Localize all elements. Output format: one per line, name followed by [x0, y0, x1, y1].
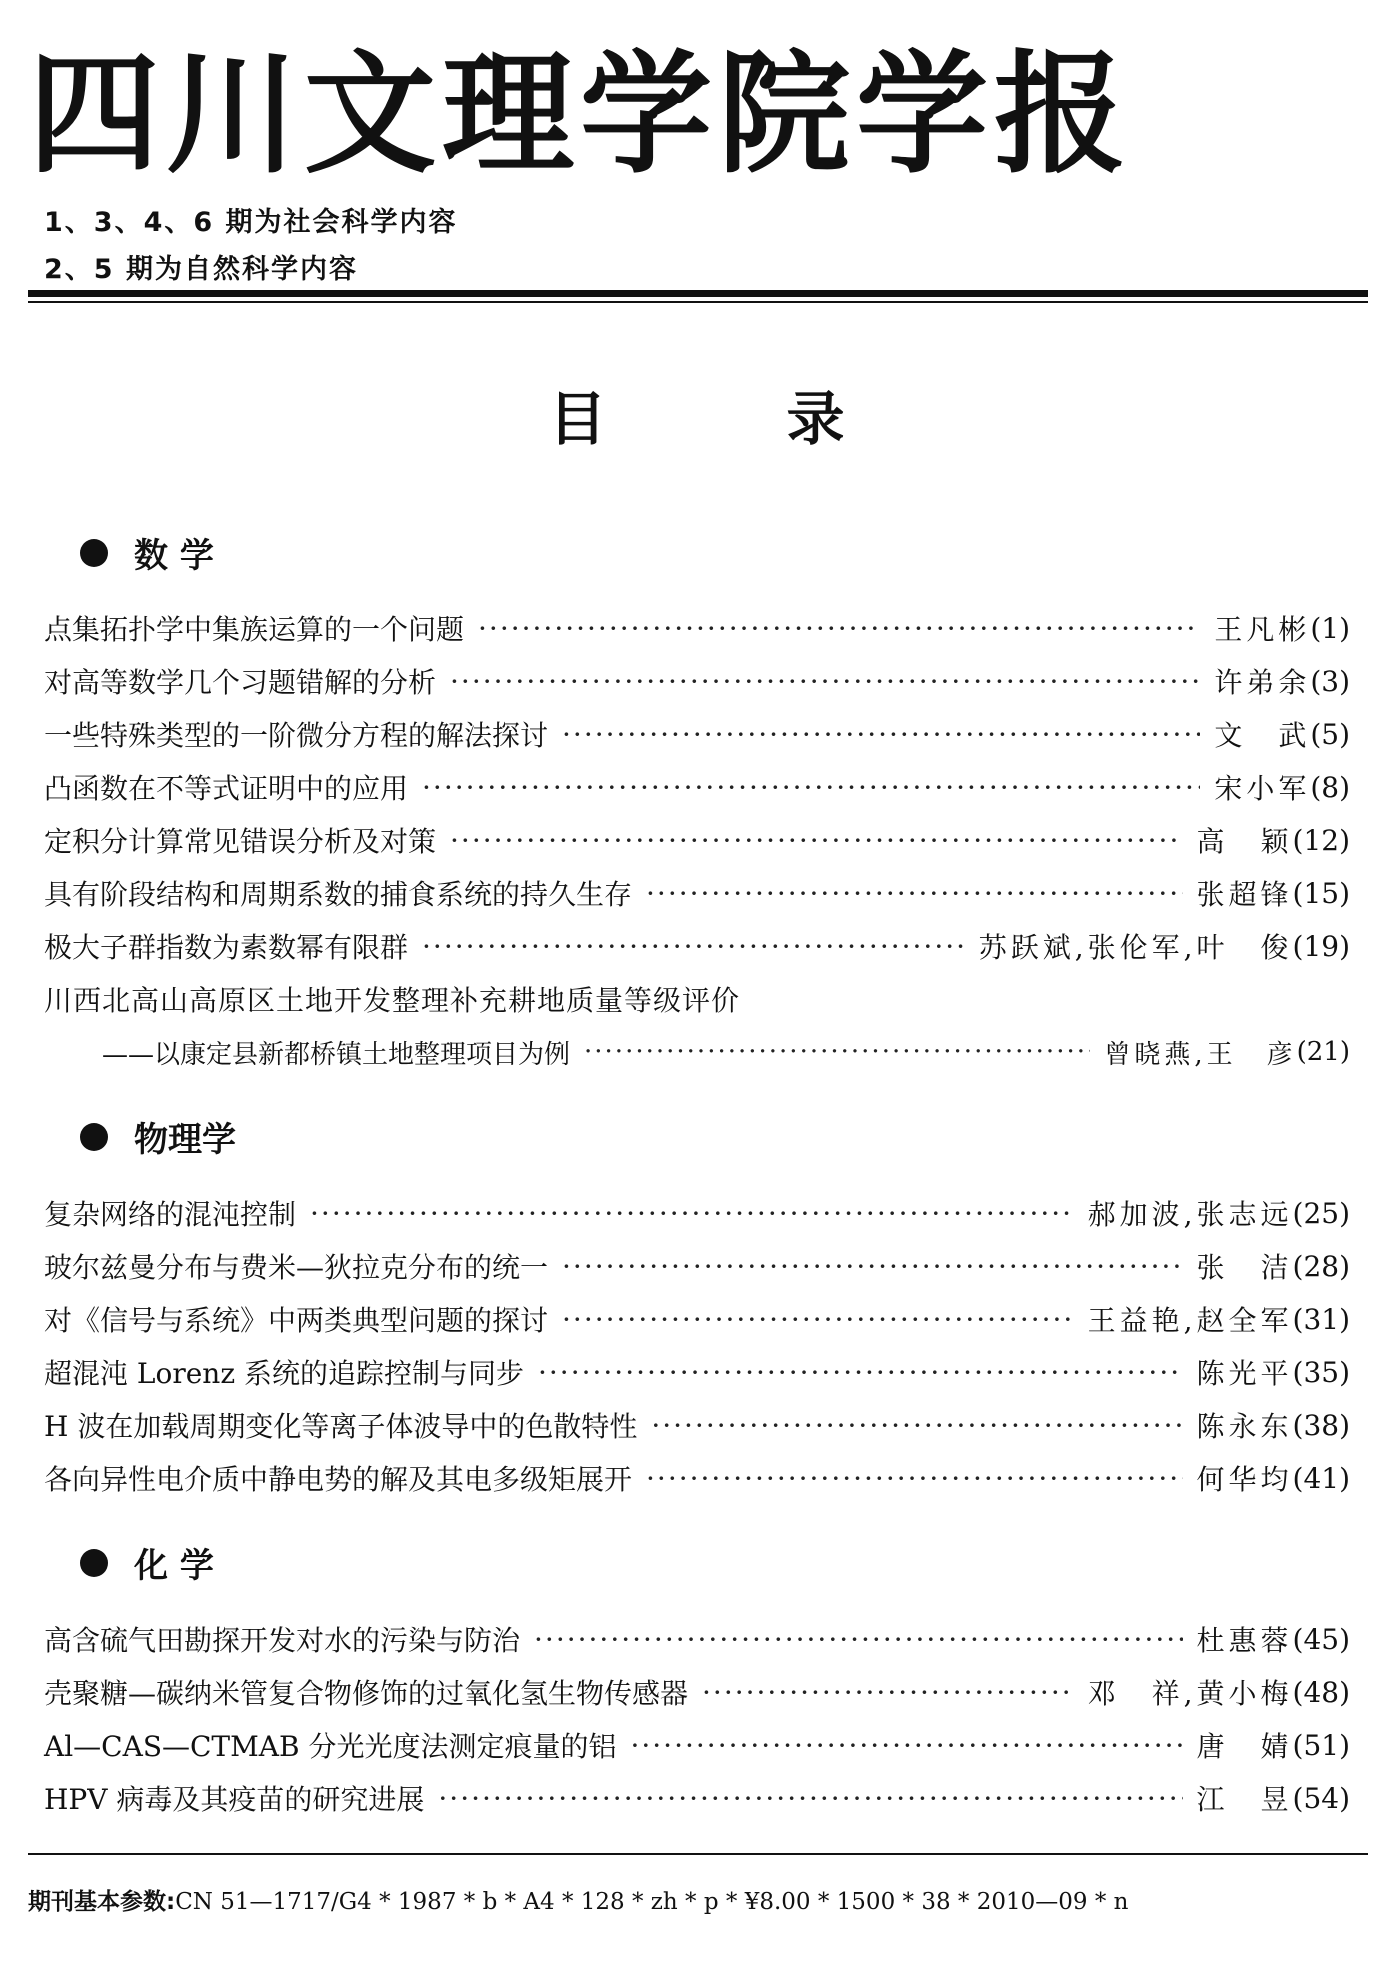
header-rule-thick: [28, 290, 1368, 297]
section-heading-label: 化 学: [134, 1546, 214, 1586]
toc-entry[interactable]: [44, 1246, 1350, 1286]
entry-title: 高含硫气田勘探开发对水的污染与防治: [44, 1624, 521, 1657]
leader-dots: [478, 612, 1200, 645]
entry-title: HPV 病毒及其疫苗的研究进展: [44, 1783, 425, 1816]
toc-title: 目录: [548, 385, 1025, 453]
journal-parameters: [28, 1883, 1128, 1916]
entry-author: 宋小军: [1214, 772, 1311, 805]
entry-page: (38): [1292, 1408, 1350, 1442]
toc-entry[interactable]: [44, 714, 1350, 754]
entry-page: (12): [1292, 823, 1350, 857]
masthead: [28, 37, 1368, 285]
entry-page: (1): [1310, 611, 1350, 645]
leader-dots: [438, 1782, 1182, 1815]
entry-title: 复杂网络的混沌控制: [44, 1198, 297, 1231]
entry-author: 张超锋: [1196, 878, 1293, 911]
leader-dots: [450, 824, 1182, 857]
section-heading-label: 物理学: [134, 1120, 236, 1160]
entry-page: (8): [1310, 770, 1350, 804]
entry-page: (41): [1292, 1461, 1350, 1495]
leader-dots: [702, 1676, 1074, 1709]
toc-entry[interactable]: [44, 820, 1350, 860]
entry-page: (15): [1292, 876, 1350, 910]
entry-author: 郝加波,张志远: [1087, 1198, 1293, 1231]
section-heading-chemistry: [80, 1538, 214, 1587]
leader-dots: [422, 771, 1200, 804]
toc-entry[interactable]: [44, 1458, 1350, 1498]
entry-page: (35): [1292, 1355, 1350, 1389]
leader-dots: [310, 1197, 1074, 1230]
parameters-value: CN 51—1717/G4 * 1987 * b * A4 * 128 * zh * p * ¥8.00 * 1500 * 38 * 2010—09 * n: [175, 1889, 1129, 1915]
entry-page: (31): [1292, 1302, 1350, 1336]
footer-rule: [28, 1853, 1368, 1855]
toc-entry[interactable]: [44, 661, 1350, 701]
toc-entry[interactable]: [44, 1299, 1350, 1339]
entry-title: 点集拓扑学中集族运算的一个问题: [44, 613, 465, 646]
leader-dots: [538, 1356, 1183, 1389]
entry-title: 各向异性电介质中静电势的解及其电多级矩展开: [44, 1463, 633, 1496]
leader-dots: [651, 1409, 1182, 1442]
entry-author: 文 武: [1214, 719, 1311, 752]
entry-subtitle: ——以康定县新都桥镇土地整理项目为例: [102, 1039, 571, 1070]
entry-title: 定积分计算常见错误分析及对策: [44, 825, 437, 858]
leader-dots: [562, 1250, 1182, 1283]
parameters-label: 期刊基本参数:: [28, 1889, 176, 1915]
leader-dots: [534, 1623, 1182, 1656]
entry-page: (21): [1296, 1037, 1350, 1067]
entry-title: Al—CAS—CTMAB 分光光度法测定痕量的铝: [44, 1730, 617, 1763]
entry-page: (5): [1310, 717, 1350, 751]
leader-dots: [584, 1037, 1090, 1067]
entry-author: 苏跃斌,张伦军,叶 俊: [978, 931, 1293, 964]
entry-author: 唐 婧: [1196, 1730, 1293, 1763]
toc-entry[interactable]: [44, 873, 1350, 913]
journal-title: 四川文理学院学报: [28, 37, 1132, 192]
entry-author: 王益艳,赵全军: [1087, 1304, 1293, 1337]
leader-dots: [450, 665, 1200, 698]
entry-author: 陈永东: [1196, 1410, 1293, 1443]
entry-author: 王凡彬: [1214, 613, 1311, 646]
toc-entry[interactable]: [44, 1725, 1350, 1765]
entry-author: 曾晓燕,王 彦: [1104, 1039, 1297, 1070]
leader-dots: [422, 930, 965, 963]
entry-title: 一些特殊类型的一阶微分方程的解法探讨: [44, 719, 549, 752]
section-heading-label: 数 学: [134, 536, 214, 576]
entry-title: 玻尔兹曼分布与费米—狄拉克分布的统一: [44, 1251, 549, 1284]
leader-dots: [562, 1303, 1074, 1336]
entry-title: 壳聚糖—碳纳米管复合物修饰的过氧化氢生物传感器: [44, 1677, 689, 1710]
toc-entry[interactable]: [44, 1672, 1350, 1712]
toc-entry[interactable]: [44, 1619, 1350, 1659]
toc-entry[interactable]: [44, 926, 1350, 966]
section-heading-physics: [80, 1112, 236, 1161]
leader-dots: [562, 718, 1200, 751]
entry-page: (25): [1292, 1196, 1350, 1230]
entry-title: 对《信号与系统》中两类典型问题的探讨: [44, 1304, 549, 1337]
entry-page: (3): [1310, 664, 1350, 698]
entry-page: (45): [1292, 1622, 1350, 1656]
leader-dots: [630, 1729, 1182, 1762]
issue-note-social: 1、3、4、6 期为社会科学内容: [44, 207, 458, 238]
toc-entry[interactable]: [44, 767, 1350, 807]
entry-author: 许弟余: [1214, 666, 1311, 699]
entry-title: 超混沌 Lorenz 系统的追踪控制与同步: [44, 1357, 524, 1390]
toc-entry-subtitle[interactable]: [102, 1032, 1350, 1072]
leader-dots: [646, 877, 1182, 910]
bullet-icon: [80, 539, 108, 567]
header-rule-thin: [28, 301, 1368, 303]
entry-author: 邓 祥,黄小梅: [1087, 1677, 1293, 1710]
entry-author: 何华均: [1196, 1463, 1293, 1496]
entry-page: (19): [1292, 929, 1350, 963]
entry-page: (51): [1292, 1728, 1350, 1762]
entry-title: 川西北高山高原区土地开发整理补充耕地质量等级评价: [44, 984, 741, 1017]
leader-dots: [646, 1462, 1182, 1495]
bullet-icon: [80, 1549, 108, 1577]
entry-title: 凸函数在不等式证明中的应用: [44, 772, 409, 805]
entry-author: 陈光平: [1196, 1357, 1293, 1390]
toc-entry[interactable]: [44, 1193, 1350, 1233]
issue-note-natural: 2、5 期为自然科学内容: [44, 254, 358, 285]
section-heading-math: [80, 528, 214, 577]
entry-author: 杜惠蓉: [1196, 1624, 1293, 1657]
entry-title: H 波在加载周期变化等离子体波导中的色散特性: [44, 1410, 638, 1443]
bullet-icon: [80, 1123, 108, 1151]
entry-page: (28): [1292, 1249, 1350, 1283]
entry-title: 对高等数学几个习题错解的分析: [44, 666, 437, 699]
entry-page: (54): [1292, 1781, 1350, 1815]
entry-title: 具有阶段结构和周期系数的捕食系统的持久生存: [44, 878, 633, 911]
entry-author: 张 洁: [1196, 1251, 1293, 1284]
entry-author: 江 昱: [1196, 1783, 1293, 1816]
toc-entry-title-line[interactable]: [44, 979, 1350, 1019]
entry-title: 极大子群指数为素数幂有限群: [44, 931, 409, 964]
toc-entry[interactable]: [44, 1778, 1350, 1818]
toc-entry[interactable]: [44, 1352, 1350, 1392]
toc-entry[interactable]: [44, 1405, 1350, 1445]
entry-author: 高 颖: [1196, 825, 1293, 858]
toc-entry[interactable]: [44, 608, 1350, 648]
entry-page: (48): [1292, 1675, 1350, 1709]
